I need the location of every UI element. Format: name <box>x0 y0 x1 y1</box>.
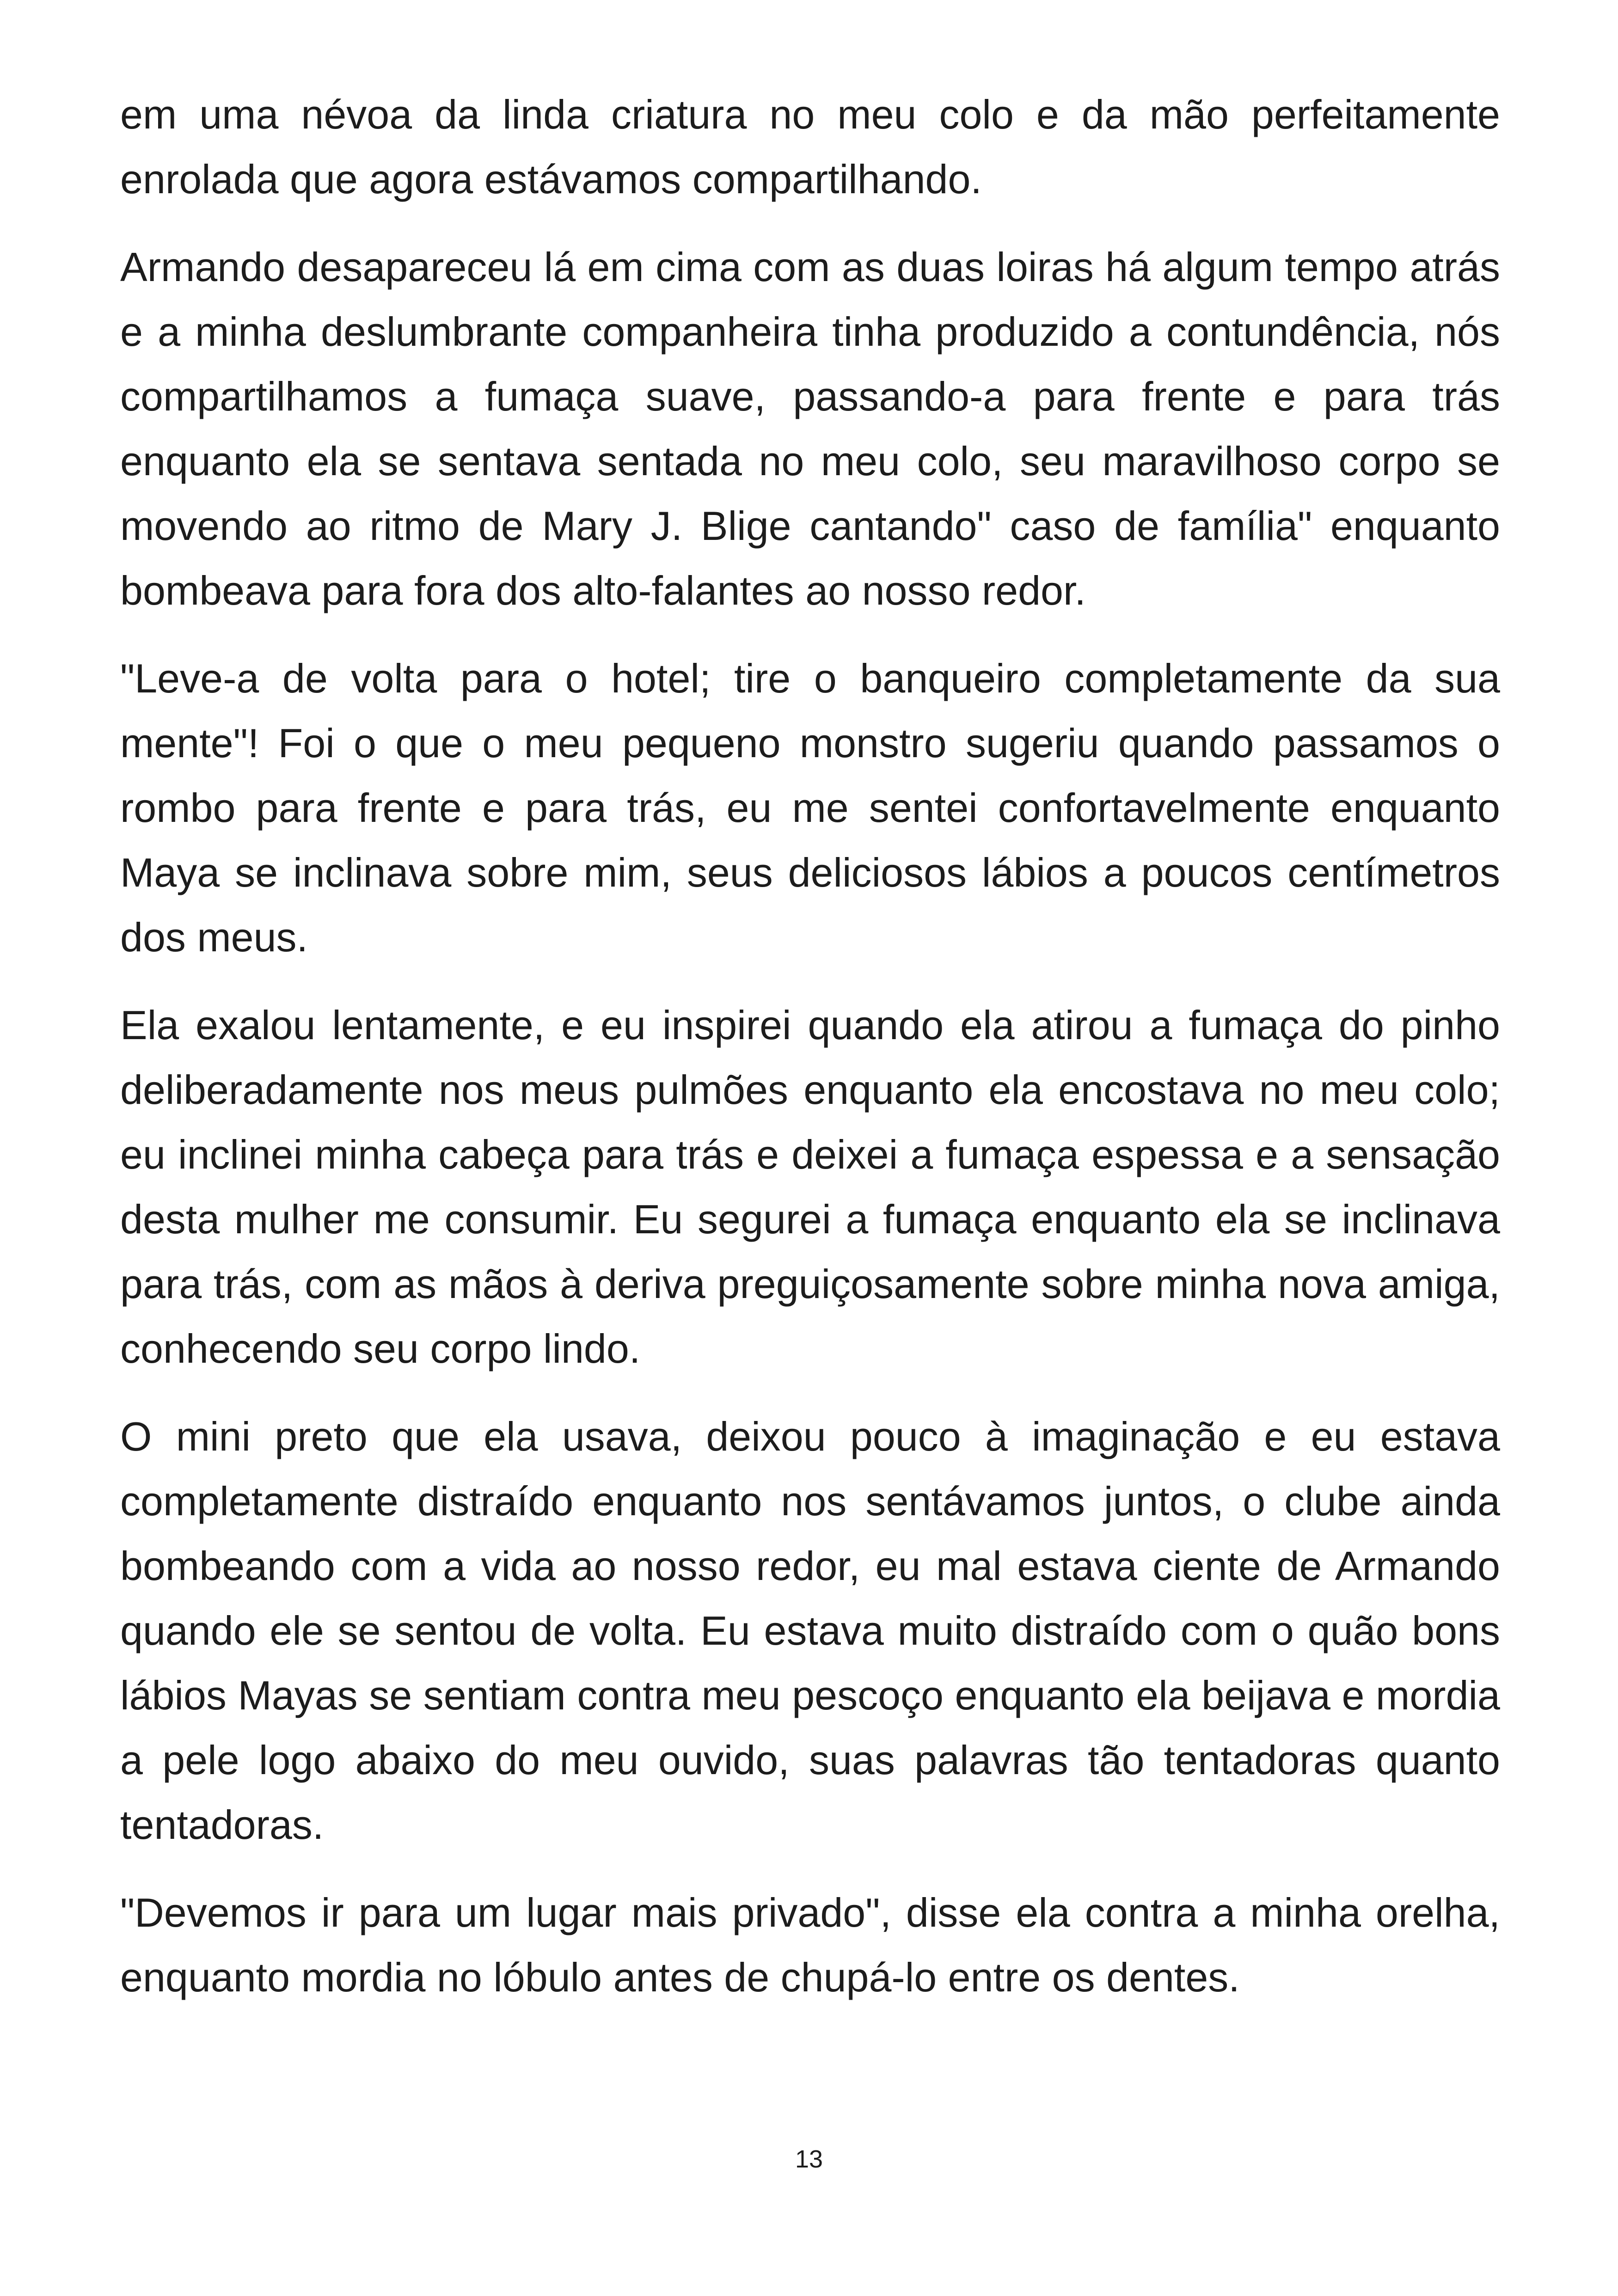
paragraph-1: em uma névoa da linda criatura no meu colo e da mão perfeitamente enrolada que agora estávamos compartilhando. <box>120 92 1500 202</box>
paragraph-3: "Leve-a de volta para o hotel; tire o banqueiro completamente da sua mente"! Foi o que o meu pequeno monstro sugeriu quando passamos o rombo para frente e para trás, eu me sentei confortavelmente enquanto Maya se inclinava sobre mim, seus deliciosos lábios a poucos centímetros dos meus. <box>120 655 1500 960</box>
body-text <box>120 82 1500 2033</box>
page-number: 13 <box>795 2145 823 2173</box>
paragraph-4: Ela exalou lentamente, e eu inspirei quando ela atirou a fumaça do pinho deliberadamente nos meus pulmões enquanto ela encostava no meu colo; eu inclinei minha cabeça para trás e deixei a fumaça espessa e a sensação desta mulher me consumir. Eu segurei a fumaça enquanto ela se inclinava para trás, com as mãos à deriva preguiçosamente sobre minha nova amiga, conhecendo seu corpo lindo. <box>120 1002 1500 1371</box>
paragraph-6: "Devemos ir para um lugar mais privado", disse ela contra a minha orelha, enquanto mordia no lóbulo antes de chupá-lo entre os dentes. <box>120 1890 1500 2000</box>
paragraph-5: O mini preto que ela usava, deixou pouco à imaginação e eu estava completamente distraído enquanto nos sentávamos juntos, o clube ainda bombeando com a vida ao nosso redor, eu mal estava ciente de Armando quando ele se sentou de volta. Eu estava muito distraído com o quão bons lábios Mayas se sentiam contra meu pescoço enquanto ela beijava e mordia a pele logo abaixo do meu ouvido, suas palavras tão tentadoras quanto tentadoras. <box>120 1414 1500 1848</box>
paragraph-2: Armando desapareceu lá em cima com as duas loiras há algum tempo atrás e a minha deslumbrante companheira tinha produzido a contundência, nós compartilhamos a fumaça suave, passando-a para frente e para trás enquanto ela se sentava sentada no meu colo, seu maravilhoso corpo se movendo ao ritmo de Mary J. Blige cantando" caso de família" enquanto bombeava para fora dos alto-falantes ao nosso redor. <box>120 244 1500 613</box>
